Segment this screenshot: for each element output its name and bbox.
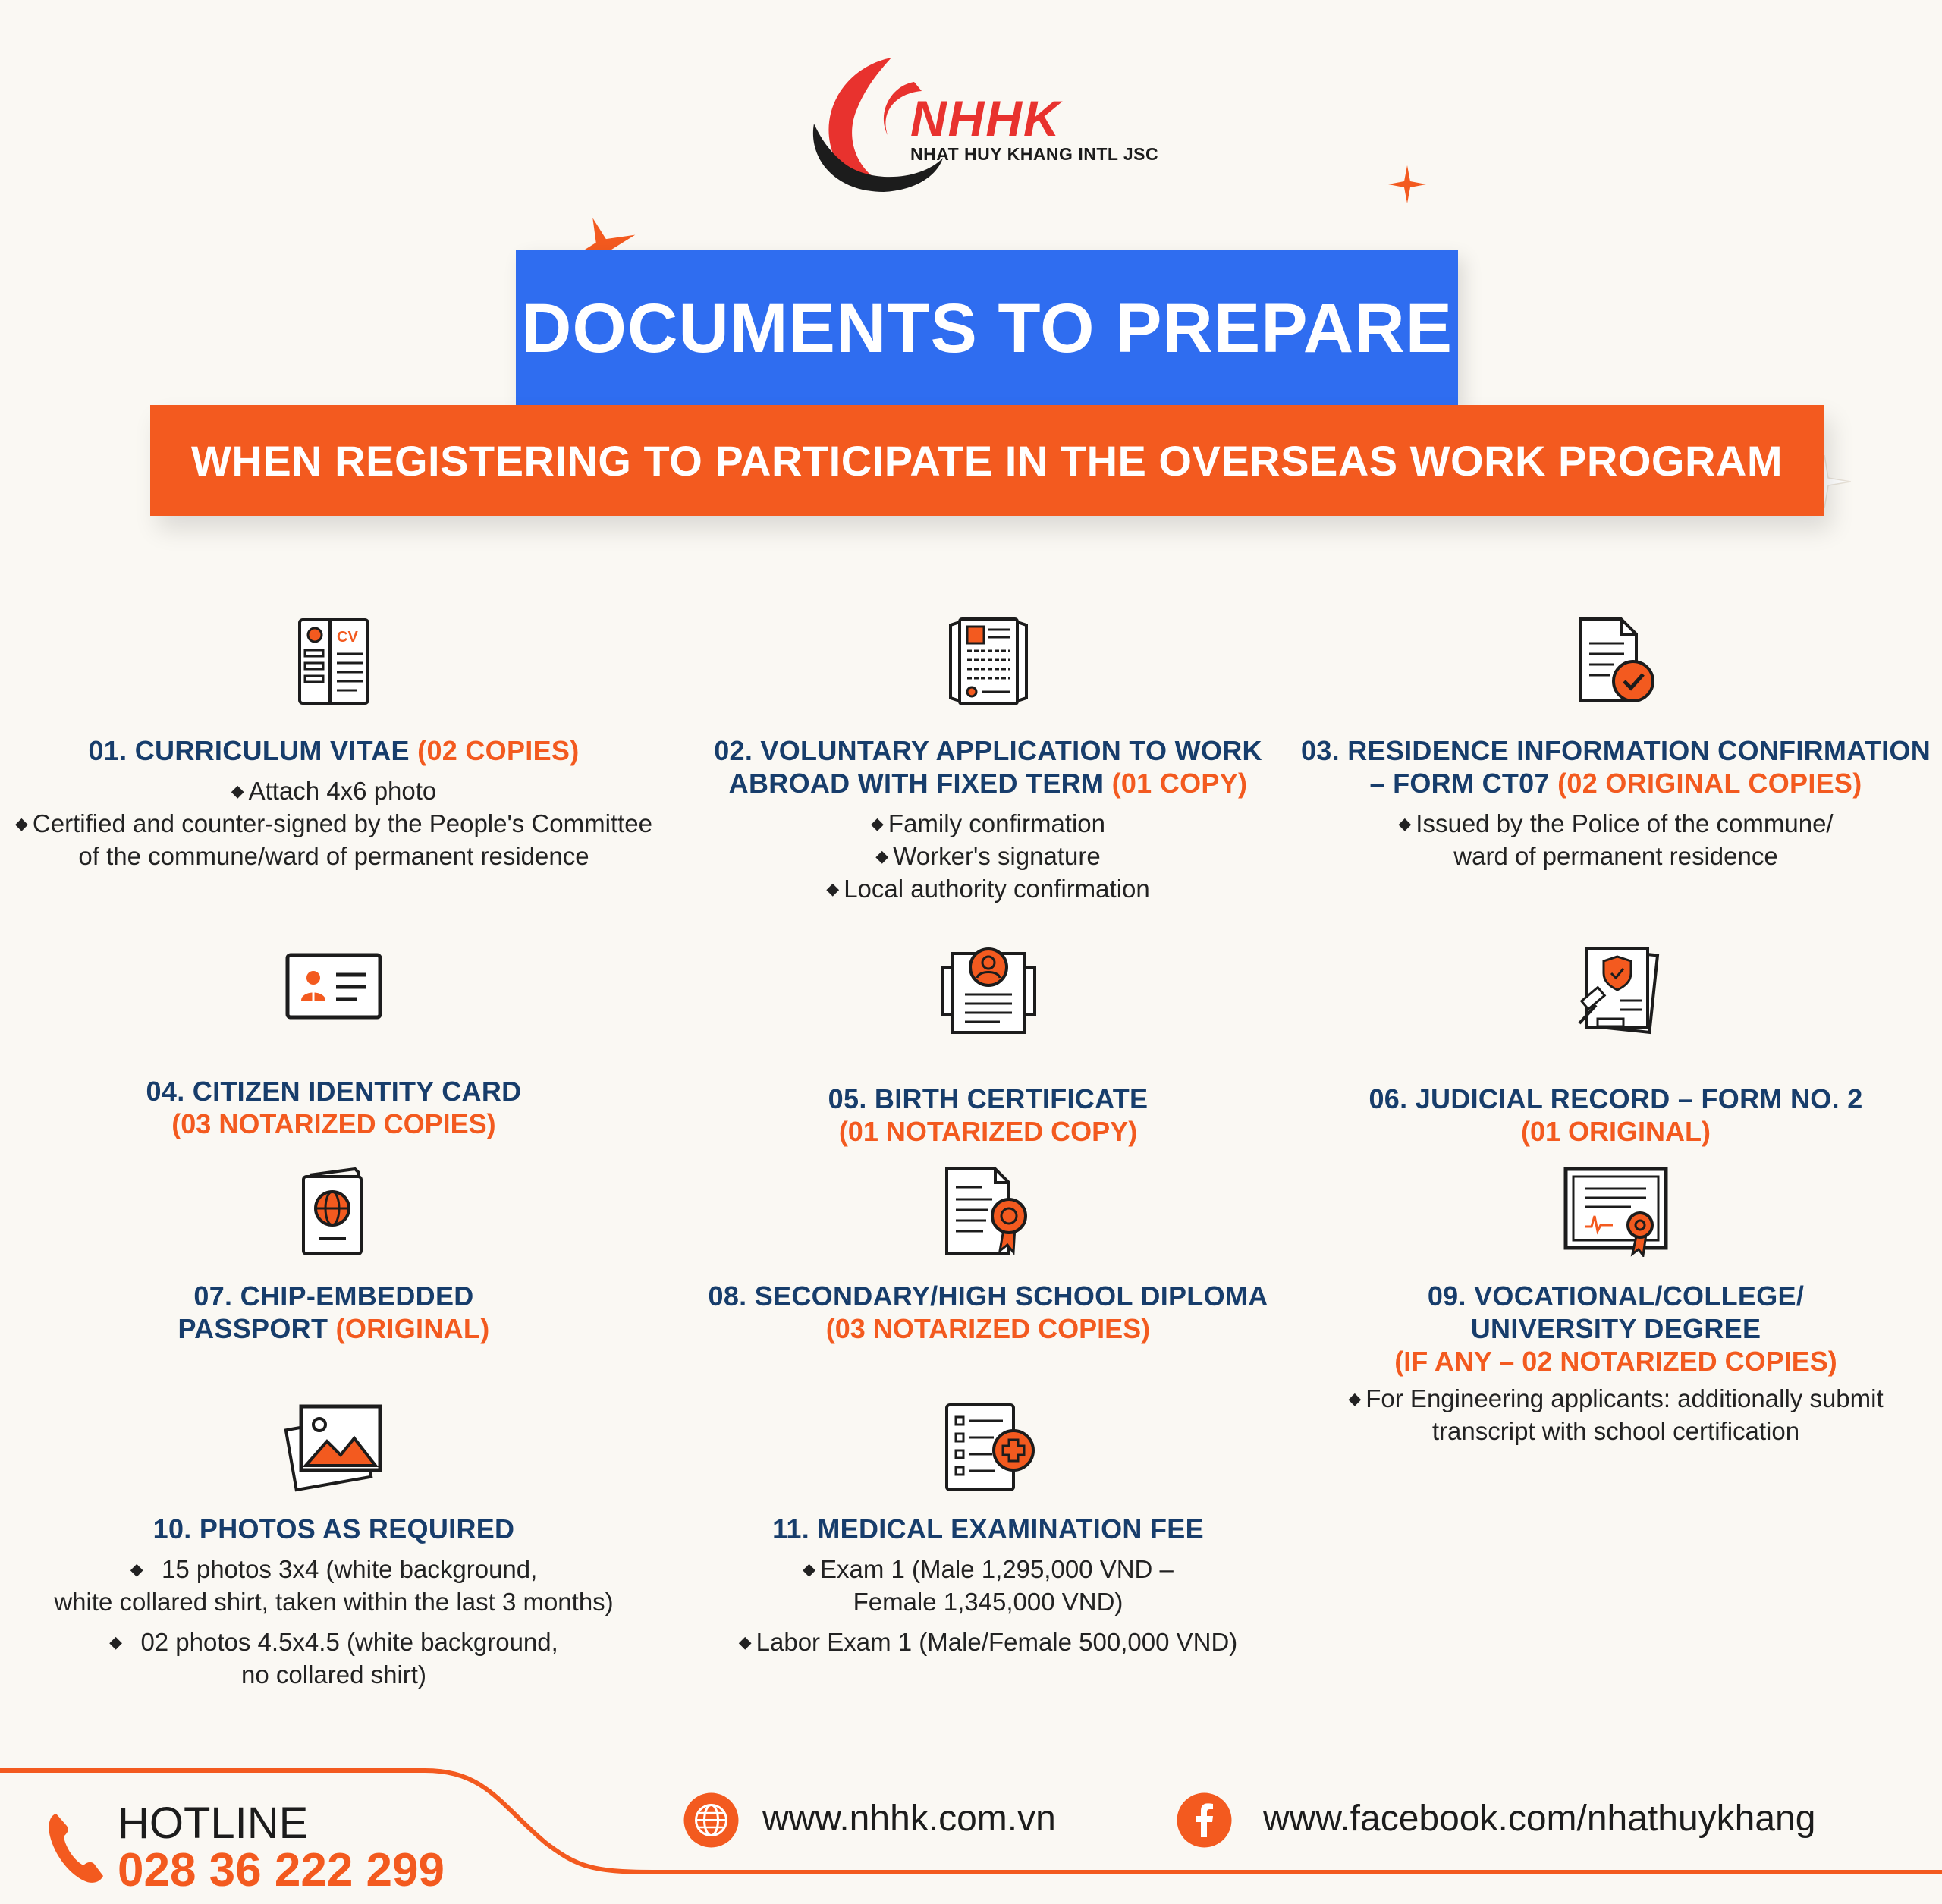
title-banner [516, 250, 1458, 407]
item-highlight: (03 NOTARIZED COPIES) [825, 1313, 1151, 1344]
item-bullet: no collared shirt) [241, 1661, 426, 1689]
item-title: 09. VOCATIONAL/COLLEGE/ [1427, 1280, 1805, 1312]
item-bullet: ◆ 15 photos 3x4 (white background, [130, 1555, 538, 1583]
item-bullet: ◆ Attach 4x6 photo [231, 777, 437, 805]
birth-certificate-icon [939, 944, 1038, 1035]
document-item-medical [668, 1402, 1309, 1658]
item-bullet: Female 1,345,000 VND) [853, 1588, 1123, 1616]
document-item-residence [1290, 616, 1942, 872]
item-highlight: (01 NOTARIZED COPY) [838, 1116, 1138, 1147]
item-bullet: white collared shirt, taken within the last 3 months) [54, 1588, 614, 1616]
logo-wordmark: NHHK [910, 90, 1061, 146]
judicial-record-icon [1570, 944, 1661, 1035]
document-item-judicial-record [1290, 944, 1942, 1148]
item-title: 11. MEDICAL EXAMINATION FEE [772, 1513, 1204, 1544]
subtitle-banner [150, 405, 1824, 516]
document-item-degree [1290, 1166, 1942, 1447]
page-subtitle: WHEN REGISTERING TO PARTICIPATE IN THE OVERSEAS WORK PROGRAM [191, 436, 1783, 485]
item-title: 08. SECONDARY/HIGH SCHOOL DIPLOMA [708, 1280, 1268, 1312]
item-bullet: ◆ For Engineering applicants: additionally submit [1348, 1384, 1884, 1412]
degree-certificate-icon [1563, 1166, 1669, 1257]
diploma-icon [939, 1166, 1038, 1257]
item-bullet: ◆ Exam 1 (Male 1,295,000 VND – [803, 1555, 1174, 1583]
item-title: 05. BIRTH CERTIFICATE [828, 1083, 1149, 1114]
item-title: PASSPORT (ORIGINAL) [178, 1313, 490, 1344]
item-bullet: ◆ Issued by the Police of the commune/ [1398, 809, 1834, 837]
item-bullet: ◆ Family confirmation [871, 809, 1105, 837]
passport-icon [296, 1166, 372, 1257]
phone-icon [46, 1809, 106, 1885]
item-title: 02. VOLUNTARY APPLICATION TO WORK [714, 735, 1262, 766]
item-bullet: ◆ Certified and counter-signed by the People's Committee [15, 809, 652, 837]
document-item-id-card [0, 952, 668, 1140]
item-title: ABROAD WITH FIXED TERM (01 COPY) [728, 768, 1248, 799]
item-bullet: ward of permanent residence [1453, 842, 1778, 870]
item-title: 06. JUDICIAL RECORD – FORM NO. 2 [1369, 1083, 1863, 1114]
svg-text:CV: CV [337, 629, 358, 646]
document-item-photos [0, 1402, 668, 1691]
hotline-number[interactable]: 028 36 222 299 [118, 1844, 445, 1896]
company-name: NHAT HUY KHANG INTL JSC [910, 144, 1159, 164]
medical-icon [939, 1402, 1038, 1493]
item-title: – FORM CT07 (02 ORIGINAL COPIES) [1369, 768, 1862, 799]
facebook-icon [1176, 1792, 1233, 1849]
item-title: 04. CITIZEN IDENTITY CARD [146, 1076, 522, 1107]
hotline-label: HOTLINE [118, 1799, 309, 1848]
sparkle-decoration [1388, 165, 1426, 203]
item-highlight: (01 ORIGINAL) [1520, 1116, 1711, 1147]
document-item-application [668, 616, 1309, 905]
item-bullet: ◆ Labor Exam 1 (Male/Female 500,000 VND) [738, 1628, 1238, 1656]
item-bullet: transcript with school certification [1431, 1417, 1800, 1445]
page-title: DOCUMENTS TO PREPARE [520, 289, 1453, 367]
id-card-icon [284, 952, 383, 1020]
item-title: 01. CURRICULUM VITAE (02 COPIES) [88, 735, 580, 766]
application-form-icon [943, 616, 1034, 707]
photos-icon [284, 1402, 383, 1493]
document-item-cv [0, 616, 668, 872]
website-link[interactable]: www.nhhk.com.vn [762, 1799, 1056, 1839]
document-item-birth-certificate [668, 944, 1309, 1148]
item-bullet: ◆ Local authority confirmation [826, 875, 1150, 903]
item-title: 03. RESIDENCE INFORMATION CONFIRMATION [1300, 735, 1931, 766]
item-bullet: ◆ Worker's signature [875, 842, 1101, 870]
document-item-passport [0, 1166, 668, 1345]
document-item-diploma [668, 1166, 1309, 1345]
facebook-link[interactable]: www.facebook.com/nhathuykhang [1263, 1799, 1816, 1839]
item-title: UNIVERSITY DEGREE [1470, 1313, 1761, 1344]
document-check-icon [1574, 616, 1658, 707]
item-highlight: (IF ANY – 02 NOTARIZED COPIES) [1394, 1346, 1837, 1377]
item-title: 10. PHOTOS AS REQUIRED [152, 1513, 515, 1544]
item-bullet: of the commune/ward of permanent residence [78, 842, 589, 870]
cv-icon [296, 616, 372, 707]
item-highlight: (03 NOTARIZED COPIES) [171, 1108, 496, 1139]
globe-icon [683, 1792, 740, 1849]
item-bullet: ◆ 02 photos 4.5x4.5 (white background, [109, 1628, 558, 1656]
item-title: 07. CHIP-EMBEDDED [193, 1280, 474, 1312]
